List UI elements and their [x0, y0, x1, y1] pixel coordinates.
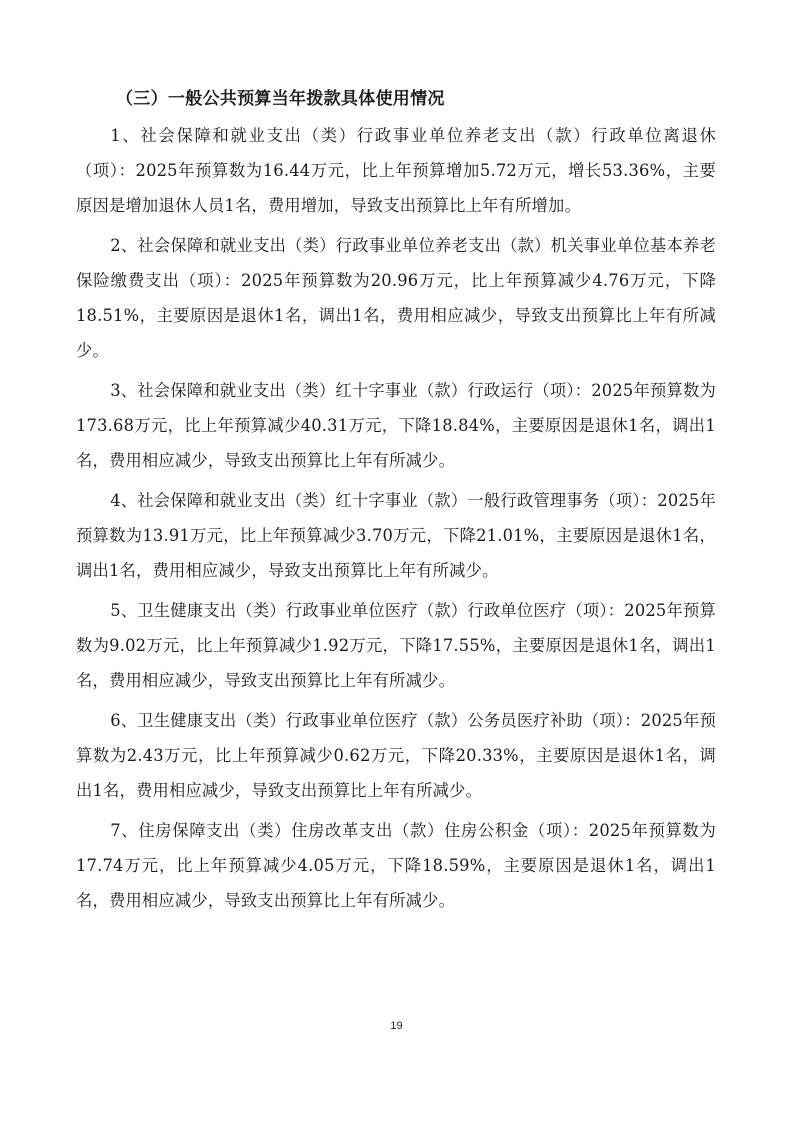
- paragraph-3: 3、社会保障和就业支出（类）红十字事业（款）行政运行（项）：2025年预算数为173.68万元，比上年预算减少40.31万元，下降18.84%，主要原因是退休1名，调出1名，费用相应减少，导致支出预算比上年有所减少。: [76, 381, 716, 470]
- paragraph-2: 2、社会保障和就业支出（类）行政事业单位养老支出（款）机关事业单位基本养老保险缴费支出（项）：2025年预算数为20.96万元，比上年预算减少4.76万元，下降18.51%，主要原因是退休1名，调出1名，费用相应减少，导致支出预算比上年有所减少。: [76, 236, 716, 360]
- page-number: 19: [390, 1020, 403, 1032]
- paragraph-6: 6、卫生健康支出（类）行政事业单位医疗（款）公务员医疗补助（项）：2025年预算数为2.43万元，比上年预算减少0.62万元，下降20.33%，主要原因是退休1名，调出1名，费用相应减少，导致支出预算比上年有所减少。: [76, 711, 716, 800]
- paragraph-1: 1、社会保障和就业支出（类）行政事业单位养老支出（款）行政单位离退休（项）：2025年预算数为16.44万元，比上年预算增加5.72万元，增长53.36%，主要原因是增加退休人员1名，费用增加，导致支出预算比上年有所增加。: [76, 126, 716, 215]
- paragraph-7: 7、住房保障支出（类）住房改革支出（款）住房公积金（项）：2025年预算数为17.74万元，比上年预算减少4.05万元，下降18.59%，主要原因是退休1名，调出1名，费用相应减少，导致支出预算比上年有所减少。: [76, 821, 716, 910]
- paragraph-4: 4、社会保障和就业支出（类）红十字事业（款）一般行政管理事务（项）：2025年预算数为13.91万元，比上年预算减少3.70万元，下降21.01%，主要原因是退休1名，调出1名，费用相应减少，导致支出预算比上年有所减少。: [76, 491, 716, 580]
- section-heading: （三）一般公共预算当年拨款具体使用情况: [116, 89, 445, 109]
- document-body: [76, 84, 716, 923]
- paragraph-5: 5、卫生健康支出（类）行政事业单位医疗（款）行政单位医疗（项）：2025年预算数为9.02万元，比上年预算减少1.92万元，下降17.55%，主要原因是退休1名，调出1名，费用相应减少，导致支出预算比上年有所减少。: [76, 601, 716, 690]
